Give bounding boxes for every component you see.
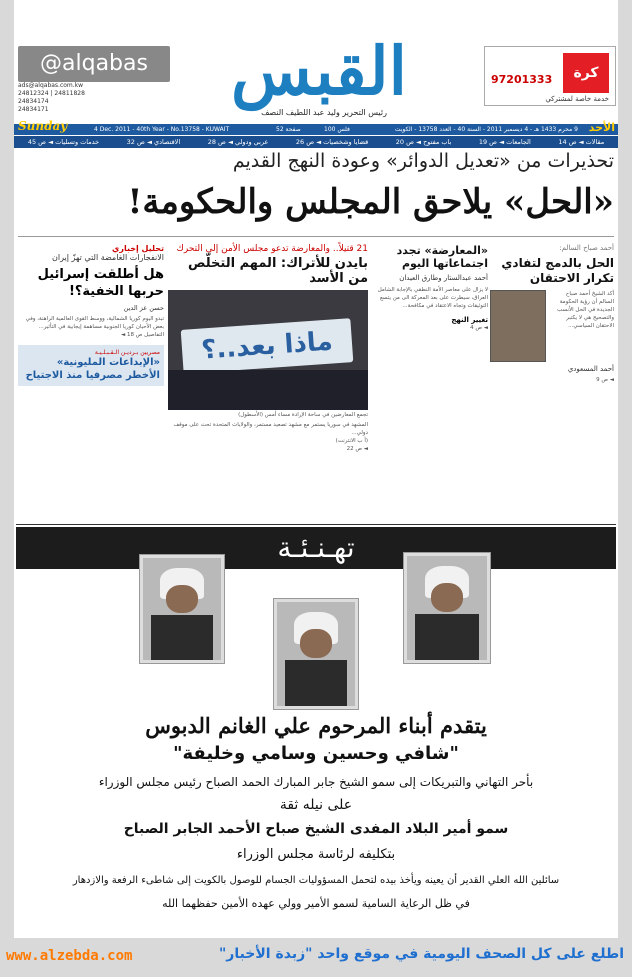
- contact-line: 24834171: [18, 106, 49, 113]
- day-ar: الأحد: [588, 121, 615, 134]
- article-left[interactable]: [18, 244, 164, 564]
- nav-item[interactable]: الجامعات ◄ ص 19: [478, 138, 531, 146]
- article-author: أحمد المسعودي: [567, 365, 614, 373]
- nav-item[interactable]: باب مفتوح ◄ ص 20: [395, 138, 452, 146]
- ad-line-4: على نيله ثقة: [279, 797, 353, 813]
- promo-box[interactable]: [18, 345, 164, 386]
- nav-item[interactable]: مقالات ◄ ص 14: [558, 138, 605, 146]
- date-ar: 9 محرم 1433 هـ - 4 ديسمبر 2011 - السنة 40 - العدد 13758 - الكويت: [394, 126, 578, 133]
- mobile-ad[interactable]: [484, 46, 616, 106]
- page-ref: ◄ ص 4: [470, 325, 488, 331]
- article-title: «المعارضة» تجدد اجتماعاتها اليوم: [396, 244, 488, 270]
- nav-item[interactable]: قضايا وشخصيات ◄ ص 26: [295, 138, 369, 146]
- page-ref: ◄ ص 9: [596, 377, 614, 383]
- page-count: 52 صفحة: [276, 126, 301, 133]
- contact-line: 24812324 | 24811828: [18, 90, 85, 97]
- article-right[interactable]: [490, 244, 614, 564]
- article-author: حسن عز الدين: [123, 304, 164, 312]
- nav-item[interactable]: الاقتصادي ◄ ص 32: [126, 138, 181, 146]
- contact-email: ads@alqabas.com.kw: [18, 82, 84, 89]
- ad-caption: خدمة خاصة لمشتركي: [545, 95, 609, 103]
- portrait-left: [140, 555, 224, 663]
- portrait-right: [404, 553, 490, 663]
- ad-title: تهـنـئـة: [277, 531, 355, 564]
- ad-line-8: في ظل الرعاية السامية لسمو الأمير وولي عهده الأمين حفظهما الله: [162, 897, 470, 910]
- ad-line-6: بتكليفه لرئاسة مجلس الوزراء: [236, 847, 396, 862]
- footer-url[interactable]: www.alzebda.com: [6, 948, 133, 964]
- watermark-handle: @alqabas: [18, 46, 170, 82]
- ad-line-2: "شافي وحسين وسامي وخليفة": [173, 743, 459, 764]
- article-mid[interactable]: [372, 244, 488, 564]
- article-body: المشهد في سوريا يستمر مع مشهد تصعيد مستمر، والولايات المتحدة تحث على موقف دولي...: [173, 422, 368, 436]
- photo-credit: (أ ب الانترنت): [335, 438, 368, 444]
- analysis-tag: تحليل إخباري: [112, 244, 164, 253]
- date-en: 4 Dec. 2011 - 40th Year - No.13758 - KUWAIT: [94, 126, 230, 133]
- article-author-top: أحمد صباح السالم:: [559, 244, 614, 252]
- article-kicker: 21 قتيلاً.. والمعارضة تدعو مجلس الأمن إلى التحرك: [176, 244, 368, 254]
- newspaper-logo[interactable]: القبس: [231, 32, 407, 110]
- article-title: هل أطلقت إسرائيل حربها الخفية؟!: [37, 267, 164, 299]
- portrait-center: [274, 599, 358, 709]
- section-title: تغيير النهج: [451, 316, 488, 324]
- article-syria[interactable]: [168, 244, 368, 564]
- article-body: لا يزال على معاصر الأمة النطقي بالإجابة الشامل العراق، سيطرت على بعد المعركة الى من يتسع التوثيقات وتجاه الاعتقاد في مكافحة...: [377, 287, 488, 309]
- article-body: أكد الشيخ أحمد صباح السالم أن رؤية الحكومة الجديدة في الحل الأنسب والتصحيح هي لا يكتبر الاحتقان السياسي...: [557, 291, 614, 329]
- promo-headline: «الإبداعات المليونية» الأخطر مصرفيا منذ الاجتياح: [25, 357, 160, 381]
- day-en: Sunday: [18, 119, 68, 133]
- divider: [18, 236, 614, 237]
- crowd-shape: [168, 370, 368, 410]
- ad-line-7: سائلين الله العلي القدير أن يعينه ويأخذ بيده لتحمل المسؤوليات الجسام للوصول بالكويت إلى شاطىء الرفعة والازدهار: [72, 875, 560, 886]
- page-ref: ◄ ص 22: [346, 446, 368, 452]
- article-title: بايدن للأتراك: المهم التخلّص من الأسد: [187, 256, 368, 286]
- nav-item[interactable]: خدمات وتسليات ◄ ص 45: [27, 138, 100, 146]
- article-byline: أحمد عبدالستار وطارق العيدان: [399, 274, 488, 282]
- editor-line: رئيس التحرير وليد عبد اللطيف النصف: [261, 108, 387, 117]
- ad-line-1: يتقدم أبناء المرحوم علي الغانم الدبوس: [145, 713, 487, 738]
- site-footer: [0, 940, 632, 977]
- portrait-photo: [490, 290, 546, 362]
- article-subtitle: الانفجارات الغامضة التي تهزّ إيران: [52, 253, 164, 262]
- issue-info-bar: [14, 119, 618, 135]
- price: 100 فلس: [324, 126, 350, 133]
- photo-banner-text: ماذا بعد..؟: [181, 318, 354, 374]
- contact-box: [18, 82, 188, 122]
- photo-caption: تجمع المعارضين في ساحة الإرادة مساء أمس (الأسطول): [238, 412, 368, 418]
- ad-line-3: بأحر التهاني والتبريكات إلى سمو الشيخ جابر المبارك الحمد الصباح رئيس مجلس الوزراء: [98, 775, 534, 789]
- headline-kicker: تحذيرات من «تعديل الدوائر» وعودة النهج القديم: [232, 150, 614, 172]
- ad-line-5: سمو أمير البلاد المفدى الشيخ صباح الأحمد الجابر الصباح: [123, 821, 509, 837]
- ad-logo: كرة: [563, 53, 609, 93]
- footer-text[interactable]: اطلع على كل الصحف اليومية في موقع واحد "زبدة الأخبار": [218, 946, 624, 962]
- article-body: تبدو اليوم كوريا الشمالية، ووسط القوى العالمية الراهنة، وفي بعض الأحيان كوريا الجنوبية مساهمة إيجابية في التأثير...: [25, 316, 164, 330]
- contact-line: 24834174: [18, 98, 49, 105]
- promo-small: مصريين بـرديـن الـقـبـلـيـة: [94, 349, 160, 356]
- congratulations-ad[interactable]: [16, 524, 616, 938]
- article-title: الحل بالدمج لتفادي تكرار الاحتقان: [501, 256, 614, 285]
- nav-item[interactable]: عربي ودولي ◄ ص 28: [207, 138, 269, 146]
- main-headline[interactable]: «الحل» يلاحق المجلس والحكومة!: [127, 182, 614, 222]
- protest-photo: [168, 290, 368, 410]
- ad-phone: 97201333: [491, 73, 553, 86]
- newspaper-page: [14, 0, 618, 938]
- section-nav: [14, 136, 618, 148]
- page-ref: التفاصيل ص 18 ◄: [121, 332, 164, 338]
